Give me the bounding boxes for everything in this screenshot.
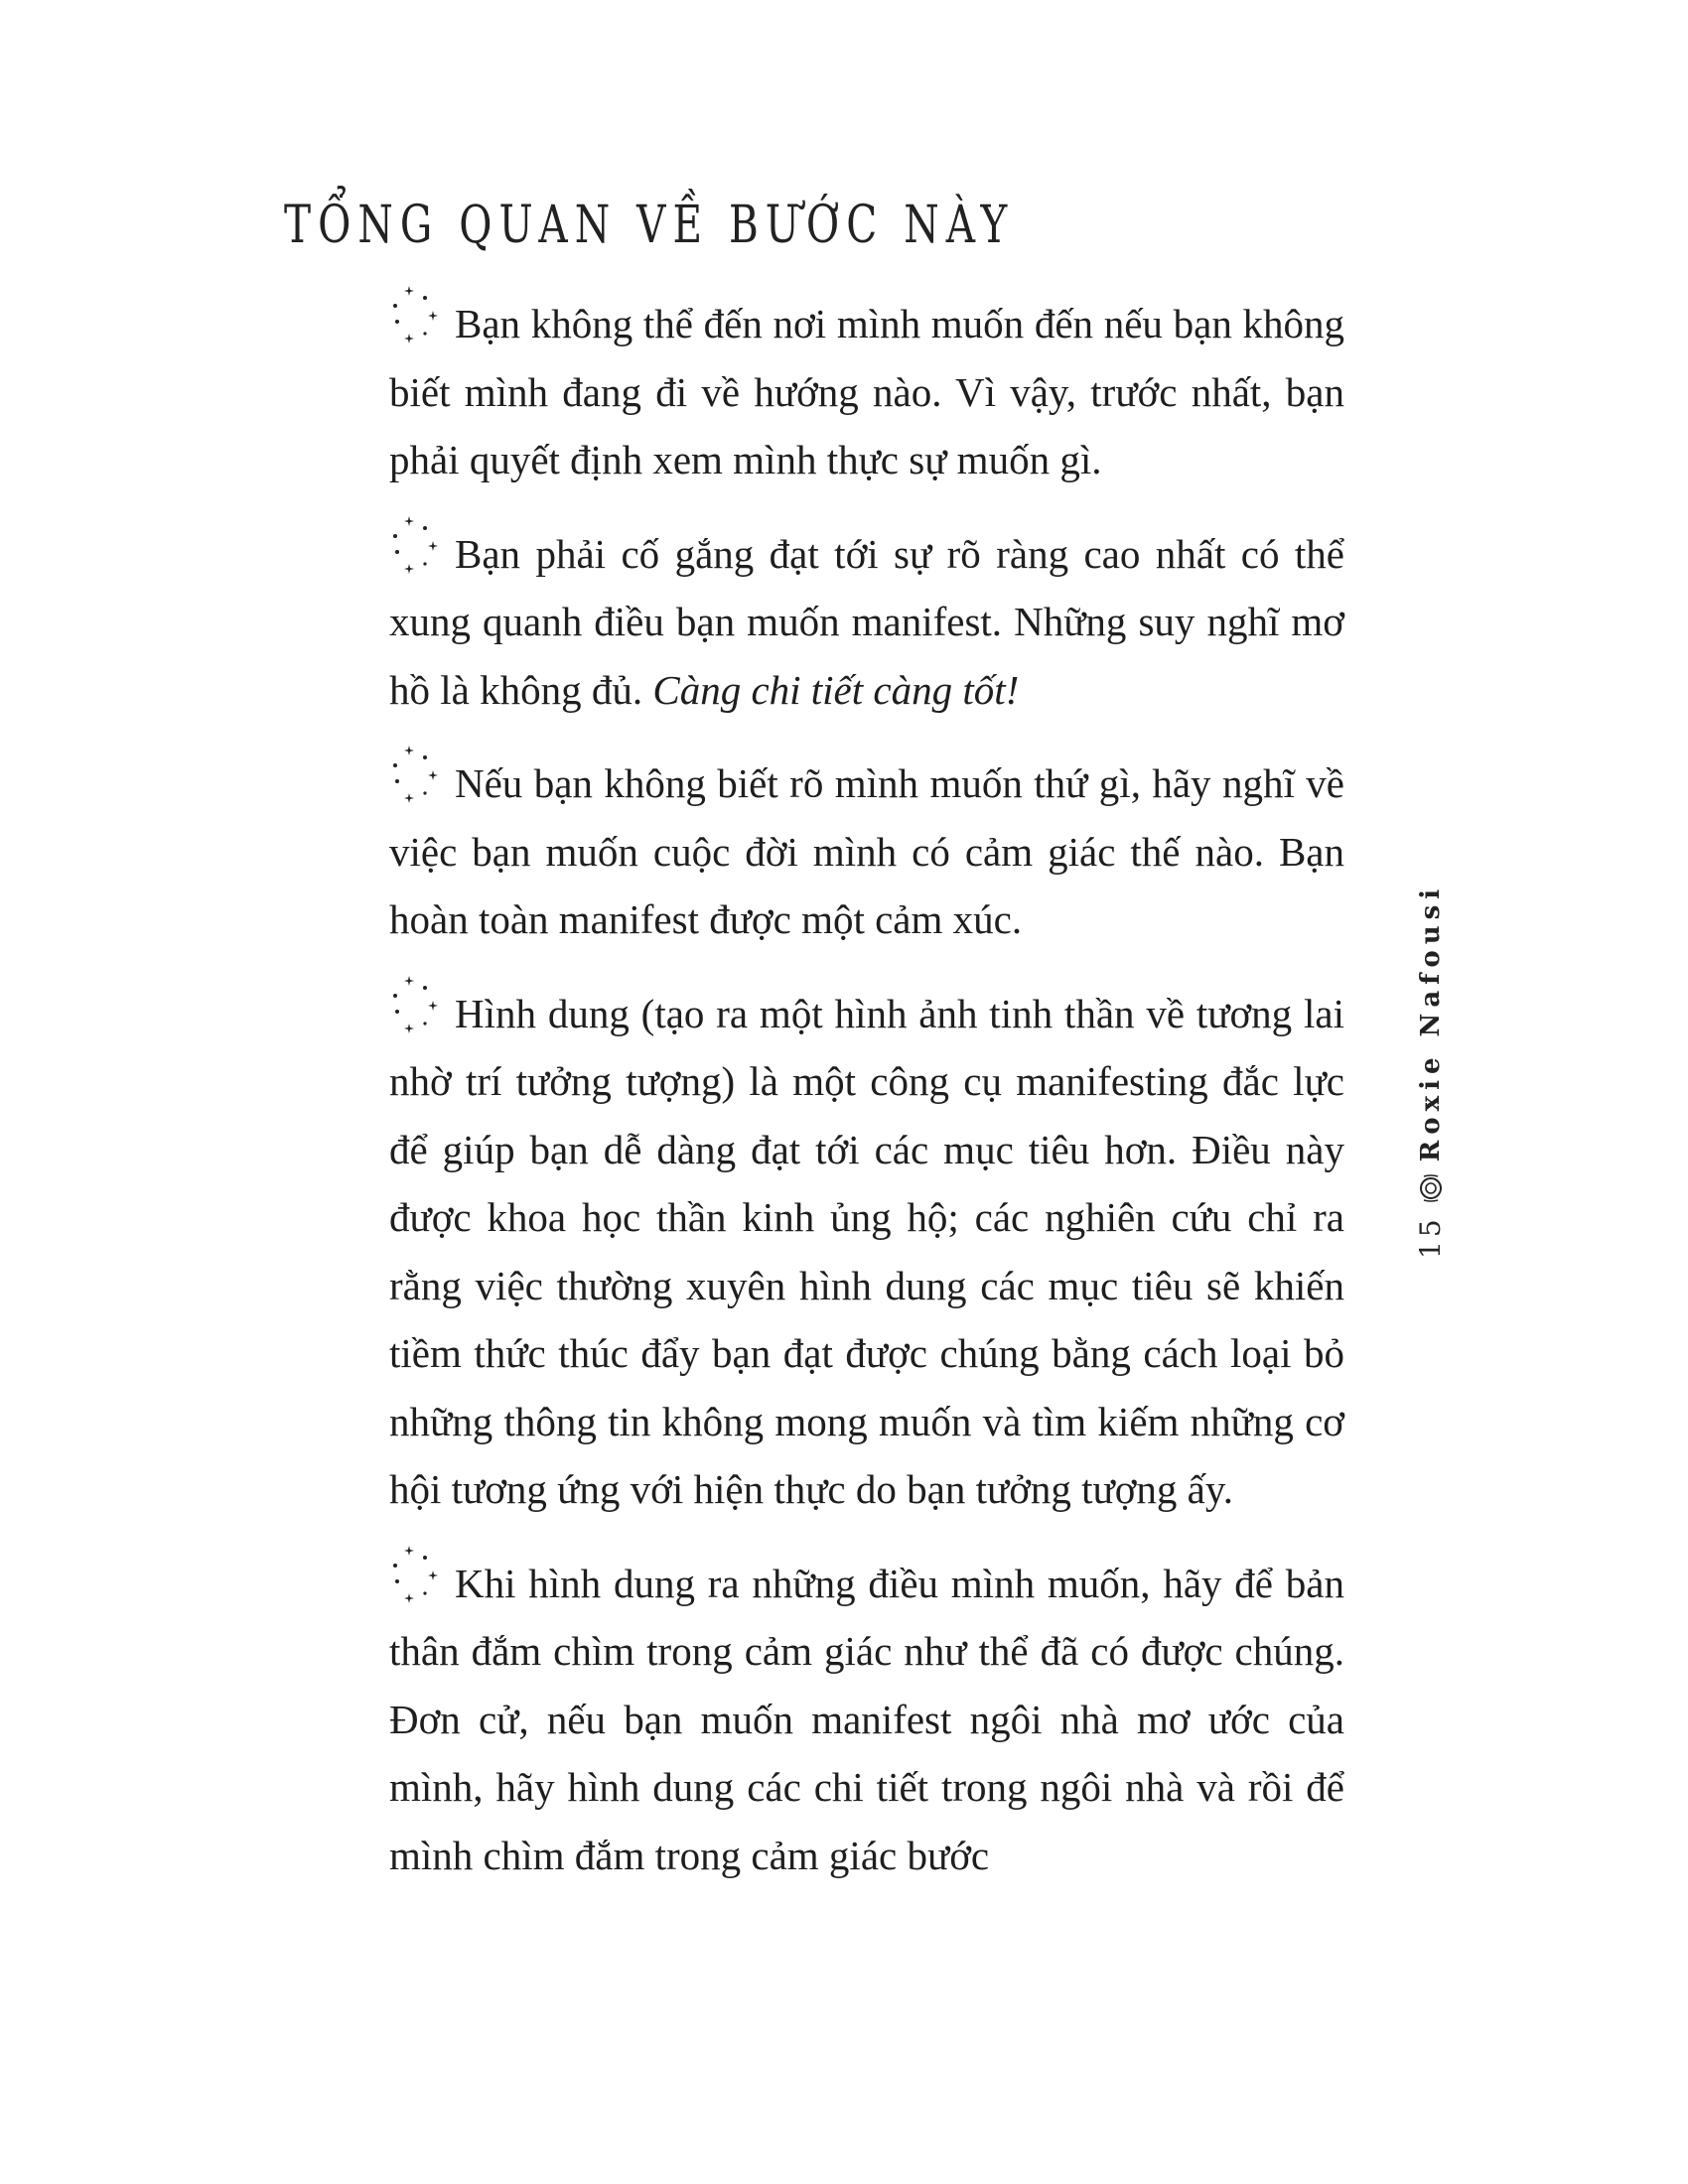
bullet-text: Hình dung (tạo ra một hình ảnh tinh thần về tương lai nhờ trí tưởng tượng) là một công cụ manifesting đắc lực để giúp bạn dễ dàng đạt tới các mục tiêu hơn. Điều này được khoa học thần kinh ủng hộ; các nghiên cứu chỉ ra rằng việc thường xuyên hình dung các mục tiêu sẽ khiến tiềm thức thúc đẩy bạn đạt được chúng bằng cách loại bỏ những thông tin không mong muốn và tìm kiếm những cơ hội tương ứng với hiện thực do bạn tưởng tượng ấy. xyxy=(389,990,1344,1512)
bullet-item-3 xyxy=(389,744,1344,954)
bullet-text: Khi hình dung ra những điều mình muốn, hãy để bản thân đắm chìm trong cảm giác như thể đã có được chúng. Đơn cử, nếu bạn muốn manifest ngôi nhà mơ ước của mình, hãy hình dung các chi tiết trong ngôi nhà và rồi để mình chìm đắm trong cảm giác bước xyxy=(389,1560,1344,1878)
crescent-moon-stars-icon xyxy=(389,514,447,576)
author-name: Roxie Nafousi xyxy=(1415,883,1446,1162)
page-title: TỔNG QUAN VỀ BƯỚC NÀY xyxy=(284,196,1015,255)
bullet-item-1 xyxy=(389,284,1344,494)
bullet-text: Bạn không thể đến nơi mình muốn đến nếu bạn không biết mình đang đi về hướng nào. Vì vậy, trước nhất, bạn phải quyết định xem mình thực sự muốn gì. xyxy=(389,301,1344,482)
bullet-list xyxy=(389,284,1344,1909)
crescent-moon-stars-icon xyxy=(389,1544,447,1605)
crescent-moon-stars-icon xyxy=(389,744,447,805)
page-number: 15 xyxy=(1414,1215,1447,1259)
bullet-emphasis: Càng chi tiết càng tốt! xyxy=(652,666,1020,713)
bullet-item-4 xyxy=(389,974,1344,1524)
bullet-text: Bạn phải cố gắng đạt tới sự rõ ràng cao nhất có thể xung quanh điều bạn muốn manifest. Những suy nghĩ mơ hồ là không đủ. xyxy=(389,530,1344,713)
bullet-text: Nếu bạn không biết rõ mình muốn thứ gì, hãy nghĩ về việc bạn muốn cuộc đời mình có cảm giác thế nào. Bạn hoàn toàn manifest được một cảm xúc. xyxy=(389,760,1344,942)
bullet-item-5 xyxy=(389,1544,1344,1890)
bullet-item-2 xyxy=(389,514,1344,725)
ornament-icon xyxy=(1416,1173,1446,1203)
crescent-moon-stars-icon xyxy=(389,284,447,345)
running-footer-content xyxy=(1414,884,1447,1259)
crescent-moon-stars-icon xyxy=(389,974,447,1035)
